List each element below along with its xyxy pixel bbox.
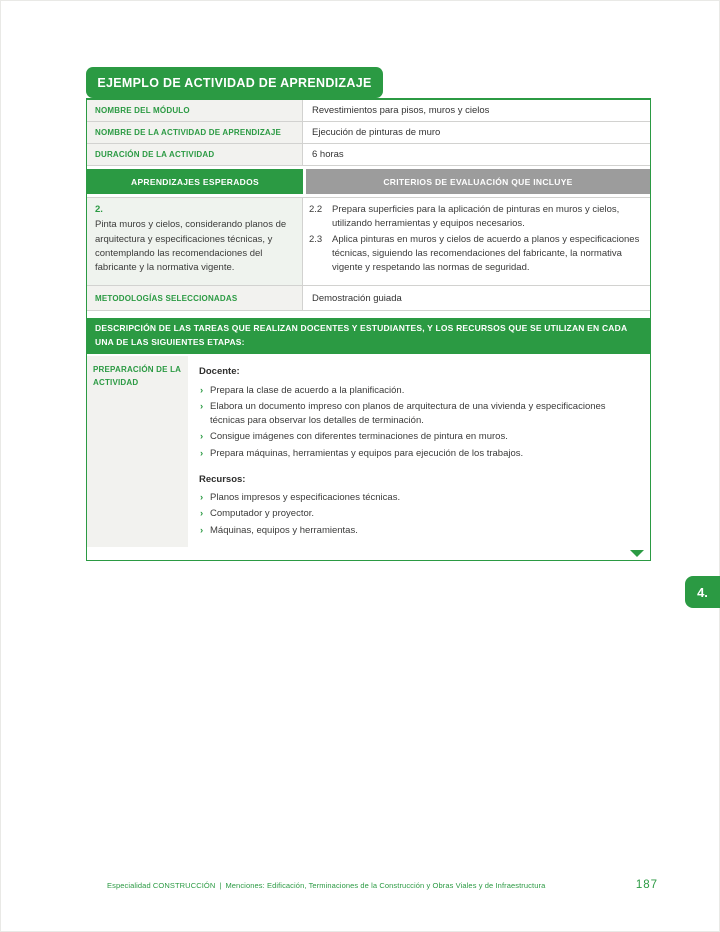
list-item-text: Elabora un documento impreso con planos de arquitectura de una vivienda y especificaciones técnicas para observar los detalles de terminación. — [210, 400, 606, 427]
criterion-text: Prepara superficies para la aplicación de pinturas en muros y cielos, utilizando herramientas y equipos necesarios. — [332, 204, 620, 230]
learning-cell — [87, 198, 303, 285]
list-item-text: Prepara máquinas, herramientas y equipos para ejecución de los trabajos. — [210, 447, 524, 459]
table-row-module — [87, 100, 650, 122]
activity-name-value: Ejecución de pinturas de muro — [312, 127, 441, 138]
criterion-item — [309, 233, 642, 276]
criteria-header: CRITERIOS DE EVALUACIÓN QUE INCLUYE — [306, 169, 650, 194]
list-item — [199, 400, 639, 429]
list-item — [199, 430, 639, 444]
list-item-text: Prepara la clase de acuerdo a la planificación. — [210, 384, 405, 396]
activity-title-banner — [86, 67, 383, 98]
activity-table — [86, 98, 651, 561]
activity-title: EJEMPLO DE ACTIVIDAD DE APRENDIZAJE — [97, 75, 372, 90]
list-item-text: Consigue imágenes con diferentes terminaciones de pintura en muros. — [210, 431, 508, 443]
list-item — [199, 507, 639, 521]
module-value: Revestimientos para pisos, muros y cielos — [312, 105, 490, 116]
criterion-text: Aplica pinturas en muros y cielos de acuerdo a planos y especificaciones técnicas, siguiendo las recomendaciones del fabricante, la normativa vigente y respetando las normas de seguridad. — [332, 233, 640, 273]
criterion-number: 2.2 — [309, 204, 323, 215]
footer-text — [107, 881, 545, 890]
footer-specialty: Especialidad CONSTRUCCIÓN — [107, 881, 216, 890]
criterion-number: 2.3 — [309, 233, 323, 245]
chevron-bullet-icon: › — [200, 400, 204, 412]
chevron-bullet-icon: › — [200, 384, 204, 396]
description-header-band: DESCRIPCIÓN DE LAS TAREAS QUE REALIZAN DOCENTES Y ESTUDIANTES, Y LOS RECURSOS QUE SE UTILIZAN EN CADA UNA DE LAS SIGUIENTES ETAPAS: — [87, 318, 650, 354]
learning-text: Pinta muros y cielos, considerando planos de arquitectura y especificaciones técnicas, y contemplando las recomendaciones del fabricante y la normativa vigente. — [95, 219, 287, 273]
list-item — [199, 384, 639, 398]
activity-name-label: NOMBRE DE LA ACTIVIDAD DE APRENDIZAJE — [87, 122, 303, 143]
footer-mentions: Menciones: Edificación, Terminaciones de la Construcción y Obras Viales y de Infraestructura — [225, 881, 546, 890]
preparation-row — [87, 356, 650, 547]
chevron-bullet-icon: › — [200, 508, 204, 520]
table-header-band — [87, 169, 650, 194]
module-label: NOMBRE DEL MÓDULO — [87, 100, 303, 121]
learning-criteria-row — [87, 197, 650, 286]
list-item-text: Computador y proyector. — [210, 508, 315, 520]
methodology-value: Demostración guiada — [312, 292, 402, 304]
recursos-heading: Recursos: — [199, 473, 246, 485]
list-item — [199, 524, 639, 538]
list-item-text: Máquinas, equipos y herramientas. — [210, 524, 358, 536]
learning-header: APRENDIZAJES ESPERADOS — [87, 169, 303, 194]
page-number: 187 — [635, 879, 658, 891]
table-row-methodology — [87, 286, 650, 311]
list-item — [199, 491, 639, 505]
continues-arrow-icon — [630, 550, 644, 557]
list-item-text: Planos impresos y especificaciones técnicas. — [210, 492, 401, 504]
table-row-activity-name — [87, 122, 650, 144]
table-row-duration — [87, 144, 650, 166]
docente-heading: Docente: — [199, 366, 240, 378]
chapter-tab-number: 4. — [697, 584, 708, 600]
chevron-bullet-icon: › — [200, 447, 204, 459]
criterion-item — [309, 203, 642, 232]
page-footer — [86, 879, 658, 891]
footer-separator: | — [219, 881, 222, 890]
preparation-stage-label: PREPARACIÓN DE LA ACTIVIDAD — [87, 356, 188, 547]
preparation-content — [188, 356, 650, 547]
chevron-bullet-icon: › — [200, 524, 204, 536]
criteria-cell — [303, 198, 650, 285]
chapter-tab — [685, 576, 720, 608]
duration-label: DURACIÓN DE LA ACTIVIDAD — [87, 144, 303, 165]
learning-number: 2. — [95, 204, 103, 215]
methodology-label: METODOLOGÍAS SELECCIONADAS — [87, 286, 303, 310]
chevron-bullet-icon: › — [200, 431, 204, 443]
chevron-bullet-icon: › — [200, 492, 204, 504]
duration-value: 6 horas — [312, 149, 344, 160]
list-item — [199, 447, 639, 461]
